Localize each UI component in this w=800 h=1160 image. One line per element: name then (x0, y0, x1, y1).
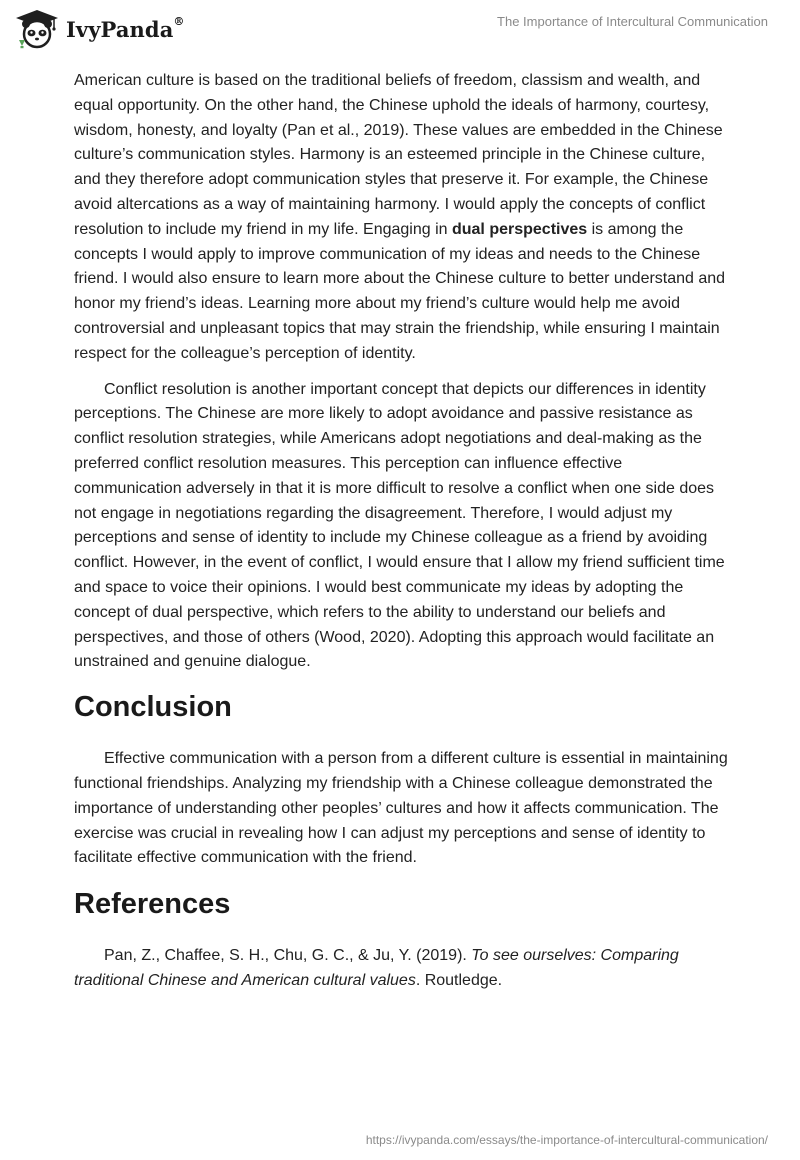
paragraph-american-culture (74, 69, 734, 367)
brand-name (66, 14, 185, 42)
essay-content (74, 69, 734, 994)
page-header (0, 0, 800, 60)
source-url[interactable]: https://ivypanda.com/essays/the-importance-of-intercultural-communication/ (365, 1133, 768, 1147)
reference-entry (74, 944, 734, 994)
panda-graduate-icon (14, 8, 60, 50)
ivypanda-logo[interactable] (14, 8, 185, 50)
reference-publisher: . Routledge. (415, 971, 503, 989)
reference-title: To see ourselves: Comparing traditional Chinese and American cultural values (74, 947, 679, 989)
conclusion-heading: Conclusion (74, 691, 232, 724)
brand-text: IvyPanda (66, 16, 174, 42)
key-term-dual-perspectives: dual perspectives (451, 220, 588, 238)
registered-mark: ® (173, 14, 185, 28)
paragraph-text: American culture is based on the traditional beliefs of freedom, classism and wealth, and equal opportunity. On the other hand, the Chinese uphold the ideals of harmony, courtesy, wisdom, honesty, and loyalty (Pan et al., 2019). These values are embedded in the Chinese culture’s communication styles. Harmony is an esteemed principle in the Chinese culture, and they therefore adopt communication styles that preserve it. For example, the Chinese avoid altercations as a way of maintaining harmony. I would apply the concepts of conflict resolution to include my friend in my life. Engaging in (74, 72, 723, 238)
document-title: The Importance of Intercultural Communication (497, 14, 768, 29)
paragraph-conflict-resolution: Conflict resolution is another important concept that depicts our differences in identity perceptions. The Chinese are more likely to adopt avoidance and passive resistance as conflict resolution strategies, while Americans adopt negotiations and deal-making as the preferred conflict resolution measures. This perception can influence effective communication adversely in that it is more difficult to resolve a conflict when one side does not engage in negotiations regarding the disagreement. Therefore, I would adjust my perceptions and sense of identity to include my Chinese colleague as a friend by avoiding conflict. However, in the event of conflict, I would ensure that I allow my friend sufficient time and space to voice their opinions. I would best communicate my ideas by adopting the concept of dual perspective, which refers to the ability to understand our beliefs and perspectives, and those of others (Wood, 2020). Adopting this approach would facilitate an unstrained and genuine dialogue. (74, 380, 725, 671)
references-heading: References (74, 888, 231, 921)
paragraph-conclusion: Effective communication with a person from a different culture is essential in maintaining functional friendships. Analyzing my friendship with a Chinese colleague demonstrated the importance of understanding other peoples’ cultures and how it affects communication. The exercise was crucial in revealing how I can adjust my perceptions and sense of identity to facilitate effective communication with the friend. (74, 750, 728, 867)
reference-authors: Pan, Z., Chaffee, S. H., Chu, G. C., & Ju, Y. (2019). (104, 947, 472, 965)
paragraph-text: is among the concepts I would apply to improve communication of my ideas and needs to the Chinese friend. I would also ensure to learn more about the Chinese culture to better understand and honor my friend’s ideas. Learning more about my friend’s culture would help me avoid controversial and unpleasant topics that may strain the friendship, while ensuring I maintain respect for the colleague’s perception of identity. (74, 220, 726, 362)
